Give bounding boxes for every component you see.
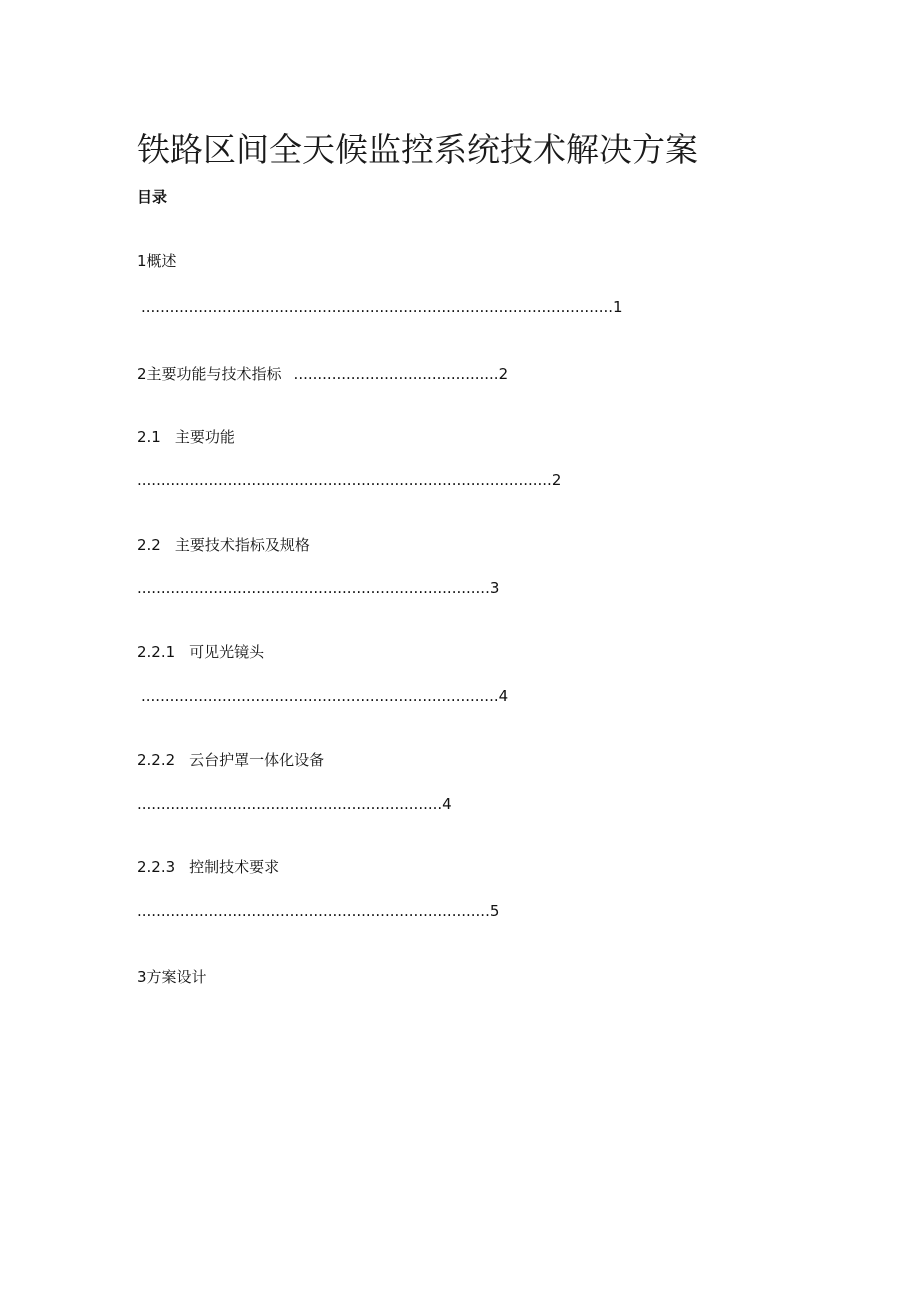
toc-page-number: 2	[498, 365, 509, 383]
toc-entry-2-2-2-label[interactable]	[137, 750, 324, 770]
toc-section-number: 2.1	[137, 428, 161, 446]
toc-entry-1-label[interactable]	[137, 251, 177, 271]
toc-section-number: 2.2.2	[137, 751, 176, 769]
toc-section-number: 2.2.1	[137, 643, 176, 661]
toc-leader-dots: ..........................................................................	[137, 579, 490, 597]
toc-entry-3-label[interactable]	[137, 967, 207, 987]
toc-heading: 目录	[137, 188, 168, 206]
toc-leader-dots: ...........................................	[293, 365, 499, 383]
toc-section-number: 2.2	[137, 536, 161, 554]
toc-entry-2[interactable]	[137, 364, 508, 384]
toc-entry-2-2-leader-line[interactable]	[137, 578, 499, 598]
toc-entry-label: 主要功能	[174, 428, 235, 446]
toc-section-number: 2.2.3	[137, 858, 176, 876]
toc-page-number: 2	[551, 471, 562, 489]
toc-entry-label: 可见光镜头	[189, 643, 265, 661]
toc-entry-2-1-label[interactable]	[137, 427, 235, 447]
toc-page-number: 4	[498, 687, 509, 705]
toc-entry-1-leader-line[interactable]	[141, 297, 623, 317]
toc-entry-label: 3方案设计	[137, 968, 207, 986]
toc-entry-2-2-2-leader-line[interactable]	[137, 794, 452, 814]
toc-entry-2-2-1-label[interactable]	[137, 642, 264, 662]
toc-entry-label: 1概述	[137, 252, 177, 270]
toc-entry-label: 主要技术指标及规格	[174, 536, 310, 554]
toc-leader-dots: ..........................................................................	[137, 902, 490, 920]
toc-page-number: 5	[489, 902, 500, 920]
toc-entry-2-2-1-leader-line[interactable]	[141, 686, 508, 706]
toc-leader-dots: ...........................................................................	[141, 687, 499, 705]
toc-entry-2-2-label[interactable]	[137, 535, 310, 555]
toc-page-number: 3	[489, 579, 500, 597]
toc-entry-label: 云台护罩一体化设备	[189, 751, 325, 769]
toc-entry-label: 控制技术要求	[189, 858, 280, 876]
toc-leader-dots: ...................................................................................................	[141, 298, 614, 316]
toc-page-number: 4	[442, 795, 452, 813]
toc-entry-label: 2主要功能与技术指标	[137, 365, 282, 383]
document-title: 铁路区间全天候监控系统技术解决方案	[137, 130, 698, 169]
toc-entry-2-2-3-label[interactable]	[137, 857, 279, 877]
toc-entry-2-2-3-leader-line[interactable]	[137, 901, 499, 921]
toc-entry-2-1-leader-line[interactable]	[137, 470, 561, 490]
toc-leader-dots: ................................................................	[137, 795, 443, 813]
toc-page-number: 1	[613, 298, 623, 316]
toc-leader-dots: .......................................................................................	[137, 471, 552, 489]
